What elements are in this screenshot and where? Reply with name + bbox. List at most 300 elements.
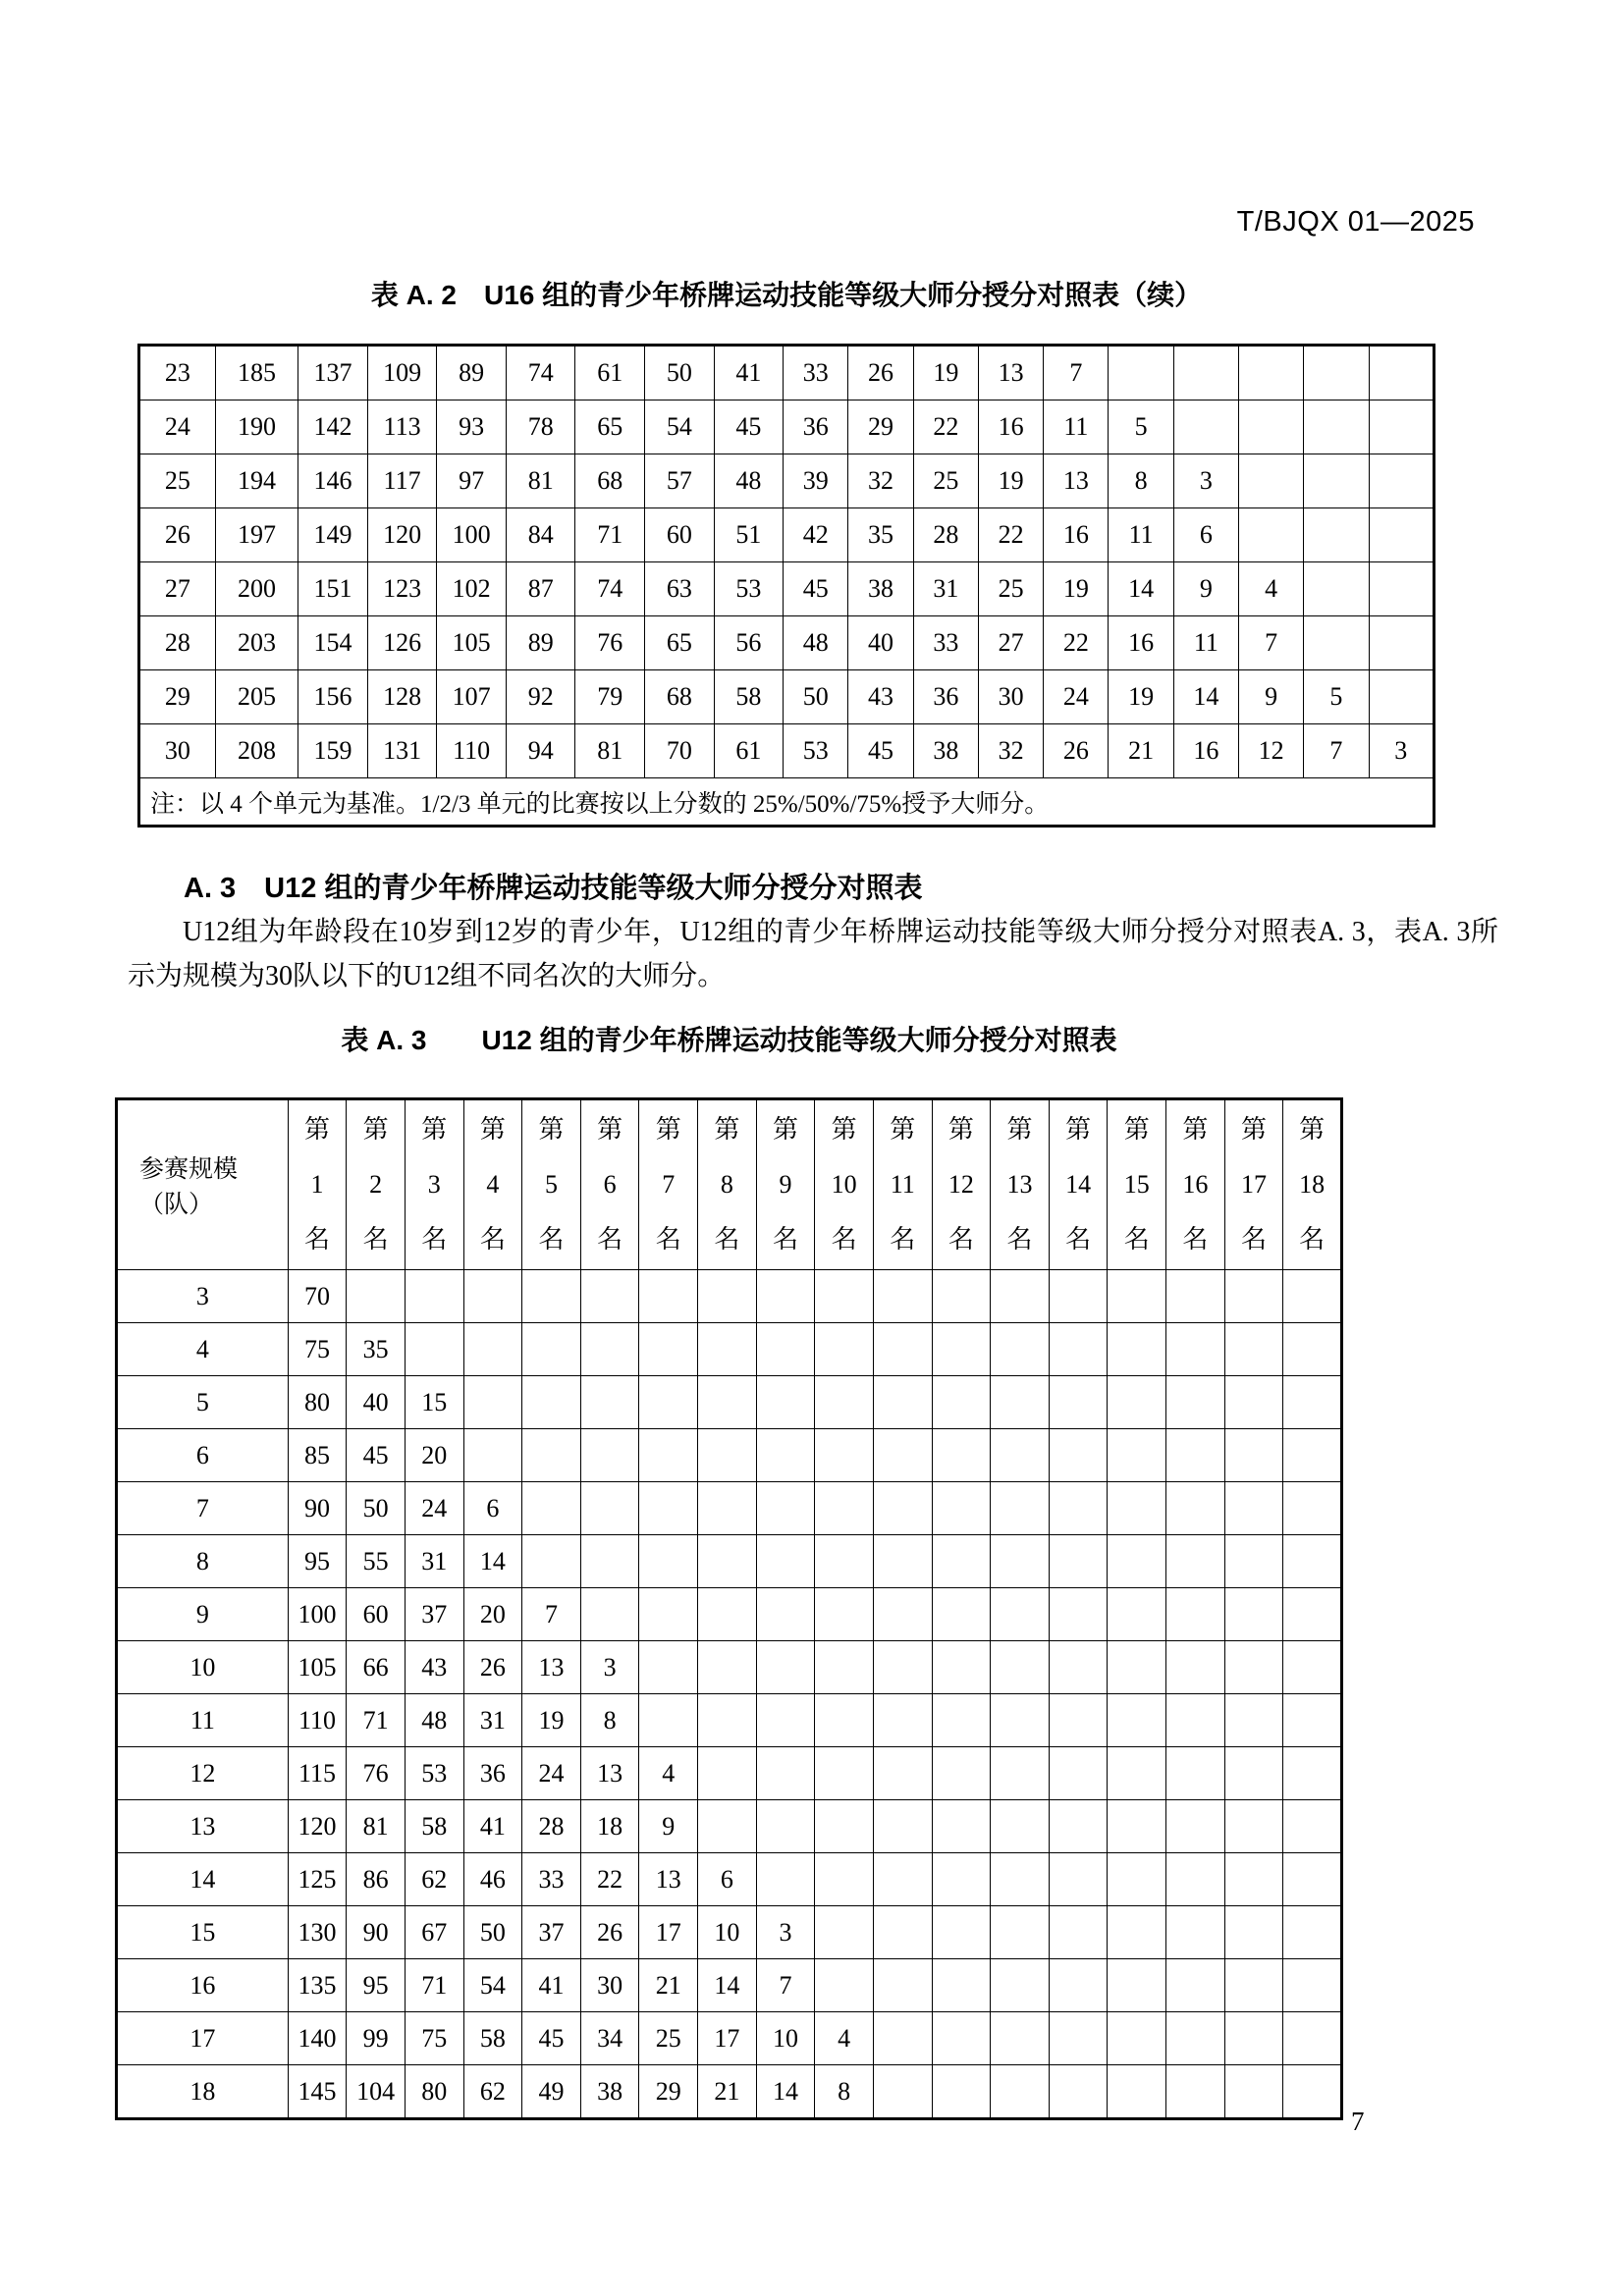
score-cell bbox=[1283, 1959, 1342, 2012]
score-cell: 79 bbox=[575, 670, 645, 724]
score-cell: 31 bbox=[913, 562, 978, 616]
score-cell bbox=[1166, 1694, 1225, 1747]
score-cell bbox=[873, 1694, 932, 1747]
score-cell bbox=[1108, 1959, 1166, 2012]
score-cell: 58 bbox=[405, 1800, 463, 1853]
score-cell bbox=[932, 1694, 991, 1747]
score-cell: 105 bbox=[437, 616, 507, 670]
score-cell: 41 bbox=[714, 346, 784, 400]
place-column-header-text: 第 4 名 bbox=[479, 1115, 506, 1254]
score-cell bbox=[463, 1323, 522, 1376]
place-column-header-text: 第 17 名 bbox=[1241, 1115, 1268, 1254]
place-column-header bbox=[698, 1099, 757, 1270]
team-count-cell: 6 bbox=[117, 1429, 289, 1482]
score-cell: 28 bbox=[913, 508, 978, 562]
place-column-header bbox=[815, 1099, 874, 1270]
score-cell: 4 bbox=[1239, 562, 1304, 616]
score-cell: 75 bbox=[405, 2012, 463, 2065]
score-cell: 110 bbox=[437, 724, 507, 778]
team-count-cell: 13 bbox=[117, 1800, 289, 1853]
score-cell: 19 bbox=[978, 454, 1043, 508]
score-cell: 38 bbox=[848, 562, 913, 616]
score-cell bbox=[932, 2065, 991, 2119]
score-cell: 17 bbox=[639, 1906, 698, 1959]
score-cell: 203 bbox=[215, 616, 298, 670]
place-column-header bbox=[1224, 1099, 1283, 1270]
score-cell bbox=[815, 1641, 874, 1694]
score-cell: 55 bbox=[347, 1535, 406, 1588]
score-cell bbox=[698, 1747, 757, 1800]
score-cell bbox=[639, 1270, 698, 1323]
place-column-header bbox=[288, 1099, 347, 1270]
score-cell bbox=[873, 1376, 932, 1429]
score-cell: 30 bbox=[580, 1959, 639, 2012]
score-cell: 65 bbox=[575, 400, 645, 454]
score-cell bbox=[932, 1535, 991, 1588]
score-cell bbox=[815, 1906, 874, 1959]
place-column-header bbox=[1108, 1099, 1166, 1270]
score-cell bbox=[991, 1641, 1050, 1694]
score-cell bbox=[1283, 1906, 1342, 1959]
score-cell: 50 bbox=[463, 1906, 522, 1959]
score-cell bbox=[639, 1694, 698, 1747]
score-cell bbox=[522, 1323, 581, 1376]
score-cell: 149 bbox=[298, 508, 368, 562]
section-a3-paragraph: U12组为年龄段在10岁到12岁的青少年，U12组的青少年桥牌运动技能等级大师分授分对照表A. 3，表A. 3所示为规模为30队以下的U12组不同名次的大师分。 bbox=[128, 917, 1498, 991]
score-cell: 9 bbox=[1239, 670, 1304, 724]
score-cell: 56 bbox=[714, 616, 784, 670]
score-cell bbox=[1049, 1800, 1108, 1853]
score-cell: 16 bbox=[1044, 508, 1109, 562]
score-cell bbox=[1049, 1482, 1108, 1535]
score-cell bbox=[873, 1853, 932, 1906]
score-cell: 36 bbox=[784, 400, 848, 454]
score-cell bbox=[1049, 1270, 1108, 1323]
score-cell bbox=[991, 1906, 1050, 1959]
score-cell: 54 bbox=[645, 400, 715, 454]
score-cell bbox=[873, 1747, 932, 1800]
score-cell: 25 bbox=[978, 562, 1043, 616]
score-cell: 42 bbox=[784, 508, 848, 562]
score-cell: 35 bbox=[347, 1323, 406, 1376]
score-cell: 78 bbox=[506, 400, 575, 454]
score-cell bbox=[522, 1270, 581, 1323]
score-cell: 45 bbox=[347, 1429, 406, 1482]
score-cell: 57 bbox=[645, 454, 715, 508]
score-cell bbox=[1224, 2065, 1283, 2119]
score-cell: 33 bbox=[913, 616, 978, 670]
score-cell bbox=[815, 1959, 874, 2012]
score-cell: 61 bbox=[575, 346, 645, 400]
table-a3 bbox=[115, 1097, 1343, 2120]
place-column-header-text: 第 8 名 bbox=[714, 1115, 740, 1254]
score-cell bbox=[1109, 346, 1173, 400]
score-cell bbox=[991, 1429, 1050, 1482]
page-number: 7 bbox=[1351, 2107, 1365, 2136]
score-cell: 100 bbox=[288, 1588, 347, 1641]
score-cell: 39 bbox=[784, 454, 848, 508]
score-cell bbox=[1049, 2012, 1108, 2065]
score-cell: 3 bbox=[580, 1641, 639, 1694]
score-cell: 25 bbox=[913, 454, 978, 508]
score-cell bbox=[991, 1535, 1050, 1588]
score-cell: 16 bbox=[1109, 616, 1173, 670]
score-cell bbox=[639, 1376, 698, 1429]
score-cell: 70 bbox=[645, 724, 715, 778]
score-cell: 156 bbox=[298, 670, 368, 724]
score-cell bbox=[1108, 1323, 1166, 1376]
score-cell bbox=[1304, 616, 1369, 670]
score-cell: 50 bbox=[645, 346, 715, 400]
score-cell bbox=[756, 1694, 815, 1747]
score-cell bbox=[1239, 400, 1304, 454]
score-cell: 19 bbox=[1109, 670, 1173, 724]
score-cell: 7 bbox=[522, 1588, 581, 1641]
score-cell bbox=[991, 1747, 1050, 1800]
score-cell: 13 bbox=[639, 1853, 698, 1906]
place-column-header-text: 第 16 名 bbox=[1182, 1115, 1209, 1254]
score-cell: 84 bbox=[506, 508, 575, 562]
score-cell: 3 bbox=[756, 1906, 815, 1959]
score-cell: 53 bbox=[784, 724, 848, 778]
score-cell: 20 bbox=[463, 1588, 522, 1641]
table-a2-note-row bbox=[139, 778, 1435, 827]
place-column-header bbox=[463, 1099, 522, 1270]
score-cell bbox=[815, 1429, 874, 1482]
score-cell bbox=[1108, 1376, 1166, 1429]
score-cell bbox=[1166, 1588, 1225, 1641]
table-a2-row bbox=[139, 454, 1435, 508]
score-cell: 76 bbox=[575, 616, 645, 670]
team-count-cell: 14 bbox=[117, 1853, 289, 1906]
score-cell: 107 bbox=[437, 670, 507, 724]
score-cell: 13 bbox=[580, 1747, 639, 1800]
score-cell: 10 bbox=[756, 2012, 815, 2065]
score-cell: 6 bbox=[698, 1853, 757, 1906]
team-count-cell: 8 bbox=[117, 1535, 289, 1588]
score-cell bbox=[580, 1588, 639, 1641]
score-cell: 14 bbox=[1109, 562, 1173, 616]
score-cell bbox=[522, 1482, 581, 1535]
score-cell: 26 bbox=[463, 1641, 522, 1694]
score-cell: 33 bbox=[522, 1853, 581, 1906]
score-cell bbox=[1224, 1641, 1283, 1694]
score-cell: 208 bbox=[215, 724, 298, 778]
score-cell: 7 bbox=[1044, 346, 1109, 400]
score-cell: 6 bbox=[463, 1482, 522, 1535]
score-cell bbox=[991, 1376, 1050, 1429]
place-column-header bbox=[1166, 1099, 1225, 1270]
score-cell bbox=[756, 1535, 815, 1588]
score-cell bbox=[1173, 400, 1238, 454]
score-cell: 15 bbox=[405, 1376, 463, 1429]
score-cell bbox=[1049, 1853, 1108, 1906]
score-cell bbox=[1049, 1323, 1108, 1376]
score-cell bbox=[873, 1906, 932, 1959]
score-cell bbox=[1283, 1323, 1342, 1376]
place-column-header-text: 第 6 名 bbox=[597, 1115, 623, 1254]
score-cell bbox=[1283, 1588, 1342, 1641]
score-cell: 130 bbox=[288, 1906, 347, 1959]
score-cell: 48 bbox=[405, 1694, 463, 1747]
place-column-header-text: 第 18 名 bbox=[1299, 1115, 1326, 1254]
score-cell bbox=[1224, 1906, 1283, 1959]
place-column-header bbox=[347, 1099, 406, 1270]
score-cell: 26 bbox=[1044, 724, 1109, 778]
score-cell: 65 bbox=[645, 616, 715, 670]
score-cell bbox=[1224, 1800, 1283, 1853]
table-a3-row bbox=[117, 1800, 1342, 1853]
score-cell: 46 bbox=[463, 1853, 522, 1906]
score-cell: 128 bbox=[367, 670, 437, 724]
score-cell: 24 bbox=[522, 1747, 581, 1800]
score-cell: 21 bbox=[698, 2065, 757, 2119]
score-cell bbox=[580, 1429, 639, 1482]
score-cell: 53 bbox=[405, 1747, 463, 1800]
table-a3-row bbox=[117, 1747, 1342, 1800]
place-column-header-text: 第 15 名 bbox=[1123, 1115, 1150, 1254]
score-cell: 140 bbox=[288, 2012, 347, 2065]
score-cell bbox=[1108, 1800, 1166, 1853]
score-cell: 4 bbox=[639, 1747, 698, 1800]
place-column-header bbox=[873, 1099, 932, 1270]
score-cell: 17 bbox=[698, 2012, 757, 2065]
score-cell: 100 bbox=[437, 508, 507, 562]
score-cell bbox=[1108, 1535, 1166, 1588]
score-cell bbox=[815, 1800, 874, 1853]
score-cell: 74 bbox=[575, 562, 645, 616]
team-count-cell: 29 bbox=[139, 670, 216, 724]
score-cell bbox=[1049, 1747, 1108, 1800]
score-cell bbox=[1166, 1376, 1225, 1429]
score-cell bbox=[1166, 1959, 1225, 2012]
score-cell: 74 bbox=[506, 346, 575, 400]
place-column-header-text: 第 5 名 bbox=[538, 1115, 565, 1254]
score-cell: 16 bbox=[1173, 724, 1238, 778]
score-cell bbox=[991, 2012, 1050, 2065]
score-cell bbox=[405, 1323, 463, 1376]
score-cell bbox=[873, 1800, 932, 1853]
score-cell: 71 bbox=[575, 508, 645, 562]
place-column-header bbox=[932, 1099, 991, 1270]
score-cell: 9 bbox=[1173, 562, 1238, 616]
score-cell bbox=[932, 1482, 991, 1535]
score-cell bbox=[991, 1482, 1050, 1535]
team-count-cell: 16 bbox=[117, 1959, 289, 2012]
score-cell bbox=[639, 1482, 698, 1535]
score-cell bbox=[522, 1376, 581, 1429]
score-cell bbox=[698, 1482, 757, 1535]
score-cell: 12 bbox=[1239, 724, 1304, 778]
score-cell bbox=[932, 1588, 991, 1641]
place-column-header bbox=[522, 1099, 581, 1270]
score-cell: 145 bbox=[288, 2065, 347, 2119]
score-cell bbox=[1108, 1270, 1166, 1323]
table-a3-row bbox=[117, 1853, 1342, 1906]
team-count-cell: 26 bbox=[139, 508, 216, 562]
place-column-header-text: 第 12 名 bbox=[947, 1115, 974, 1254]
score-cell bbox=[756, 1588, 815, 1641]
score-cell: 26 bbox=[580, 1906, 639, 1959]
score-cell: 185 bbox=[215, 346, 298, 400]
score-cell bbox=[756, 1800, 815, 1853]
table-a3-row bbox=[117, 1323, 1342, 1376]
score-cell bbox=[1049, 1959, 1108, 2012]
score-cell: 60 bbox=[645, 508, 715, 562]
score-cell bbox=[1369, 670, 1434, 724]
score-cell bbox=[1173, 346, 1238, 400]
table-a3-row bbox=[117, 1535, 1342, 1588]
score-cell: 131 bbox=[367, 724, 437, 778]
score-cell bbox=[1049, 1906, 1108, 1959]
score-cell bbox=[580, 1270, 639, 1323]
score-cell bbox=[1224, 1429, 1283, 1482]
score-cell: 125 bbox=[288, 1853, 347, 1906]
score-cell bbox=[873, 1959, 932, 2012]
score-cell: 146 bbox=[298, 454, 368, 508]
score-cell: 92 bbox=[506, 670, 575, 724]
document-number: T/BJQX 01—2025 bbox=[1236, 206, 1475, 238]
score-cell bbox=[756, 1641, 815, 1694]
score-cell bbox=[522, 1429, 581, 1482]
score-cell: 34 bbox=[580, 2012, 639, 2065]
score-cell bbox=[756, 1376, 815, 1429]
team-count-cell: 7 bbox=[117, 1482, 289, 1535]
team-count-cell: 24 bbox=[139, 400, 216, 454]
score-cell bbox=[873, 2012, 932, 2065]
score-cell: 26 bbox=[848, 346, 913, 400]
score-cell bbox=[1108, 2012, 1166, 2065]
score-cell bbox=[1224, 1959, 1283, 2012]
score-cell: 7 bbox=[756, 1959, 815, 2012]
place-column-header bbox=[580, 1099, 639, 1270]
score-cell bbox=[932, 1376, 991, 1429]
score-cell bbox=[932, 1270, 991, 1323]
table-a2 bbox=[137, 344, 1435, 828]
score-cell: 35 bbox=[848, 508, 913, 562]
score-cell bbox=[991, 1853, 1050, 1906]
score-cell bbox=[991, 1959, 1050, 2012]
team-count-cell: 15 bbox=[117, 1906, 289, 1959]
score-cell bbox=[1224, 1747, 1283, 1800]
score-cell bbox=[873, 2065, 932, 2119]
team-count-cell: 3 bbox=[117, 1270, 289, 1323]
score-cell bbox=[1369, 346, 1434, 400]
score-cell bbox=[1304, 400, 1369, 454]
score-cell bbox=[873, 1270, 932, 1323]
score-cell: 24 bbox=[1044, 670, 1109, 724]
place-column-header bbox=[1283, 1099, 1342, 1270]
place-column-header bbox=[991, 1099, 1050, 1270]
score-cell: 40 bbox=[347, 1376, 406, 1429]
score-cell bbox=[698, 1694, 757, 1747]
score-cell: 11 bbox=[1044, 400, 1109, 454]
score-cell bbox=[991, 1800, 1050, 1853]
score-cell bbox=[932, 1641, 991, 1694]
table-a2-row bbox=[139, 616, 1435, 670]
score-cell bbox=[756, 1853, 815, 1906]
score-cell: 99 bbox=[347, 2012, 406, 2065]
score-cell: 205 bbox=[215, 670, 298, 724]
score-cell bbox=[756, 1270, 815, 1323]
score-cell: 19 bbox=[522, 1694, 581, 1747]
score-cell bbox=[639, 1641, 698, 1694]
score-cell bbox=[1108, 1641, 1166, 1694]
team-count-cell: 30 bbox=[139, 724, 216, 778]
score-cell bbox=[1166, 2012, 1225, 2065]
score-cell: 32 bbox=[978, 724, 1043, 778]
score-cell bbox=[873, 1429, 932, 1482]
score-cell bbox=[1224, 2012, 1283, 2065]
score-cell: 36 bbox=[463, 1747, 522, 1800]
score-cell: 90 bbox=[288, 1482, 347, 1535]
score-cell: 11 bbox=[1173, 616, 1238, 670]
score-cell: 66 bbox=[347, 1641, 406, 1694]
score-cell: 104 bbox=[347, 2065, 406, 2119]
score-cell: 90 bbox=[347, 1906, 406, 1959]
score-cell bbox=[1224, 1853, 1283, 1906]
table-a3-row bbox=[117, 1641, 1342, 1694]
score-cell: 30 bbox=[978, 670, 1043, 724]
score-cell bbox=[1283, 2012, 1342, 2065]
score-cell: 4 bbox=[815, 2012, 874, 2065]
score-cell bbox=[1239, 454, 1304, 508]
table-a2-row bbox=[139, 562, 1435, 616]
score-cell: 14 bbox=[756, 2065, 815, 2119]
score-cell bbox=[991, 1270, 1050, 1323]
team-count-cell: 5 bbox=[117, 1376, 289, 1429]
table-a3-row bbox=[117, 1959, 1342, 2012]
score-cell: 9 bbox=[639, 1800, 698, 1853]
score-cell: 54 bbox=[463, 1959, 522, 2012]
score-cell: 113 bbox=[367, 400, 437, 454]
score-cell bbox=[991, 1588, 1050, 1641]
score-cell bbox=[815, 1535, 874, 1588]
score-cell bbox=[1166, 1853, 1225, 1906]
section-a3-heading: A. 3 U12 组的青少年桥牌运动技能等级大师分授分对照表 bbox=[184, 873, 923, 904]
score-cell: 37 bbox=[522, 1906, 581, 1959]
score-cell bbox=[815, 1588, 874, 1641]
score-cell bbox=[639, 1323, 698, 1376]
score-cell: 63 bbox=[645, 562, 715, 616]
row-header-label: 参赛规模（队） bbox=[117, 1099, 289, 1270]
score-cell bbox=[698, 1641, 757, 1694]
score-cell: 20 bbox=[405, 1429, 463, 1482]
score-cell bbox=[580, 1323, 639, 1376]
score-cell: 31 bbox=[405, 1535, 463, 1588]
table-a3-row bbox=[117, 2065, 1342, 2119]
score-cell: 16 bbox=[978, 400, 1043, 454]
score-cell: 6 bbox=[1173, 508, 1238, 562]
score-cell bbox=[1049, 1641, 1108, 1694]
table-a3-caption: 表 A. 3 U12 组的青少年桥牌运动技能等级大师分授分对照表 bbox=[341, 1025, 1117, 1055]
score-cell bbox=[932, 1959, 991, 2012]
score-cell: 76 bbox=[347, 1747, 406, 1800]
score-cell bbox=[1369, 400, 1434, 454]
place-column-header bbox=[756, 1099, 815, 1270]
score-cell bbox=[815, 1853, 874, 1906]
score-cell: 50 bbox=[784, 670, 848, 724]
score-cell: 71 bbox=[405, 1959, 463, 2012]
place-column-header-text: 第 11 名 bbox=[890, 1115, 916, 1254]
score-cell: 81 bbox=[506, 454, 575, 508]
score-cell bbox=[756, 1429, 815, 1482]
score-cell bbox=[1166, 2065, 1225, 2119]
score-cell bbox=[1166, 1482, 1225, 1535]
score-cell: 87 bbox=[506, 562, 575, 616]
score-cell bbox=[698, 1323, 757, 1376]
score-cell: 29 bbox=[848, 400, 913, 454]
